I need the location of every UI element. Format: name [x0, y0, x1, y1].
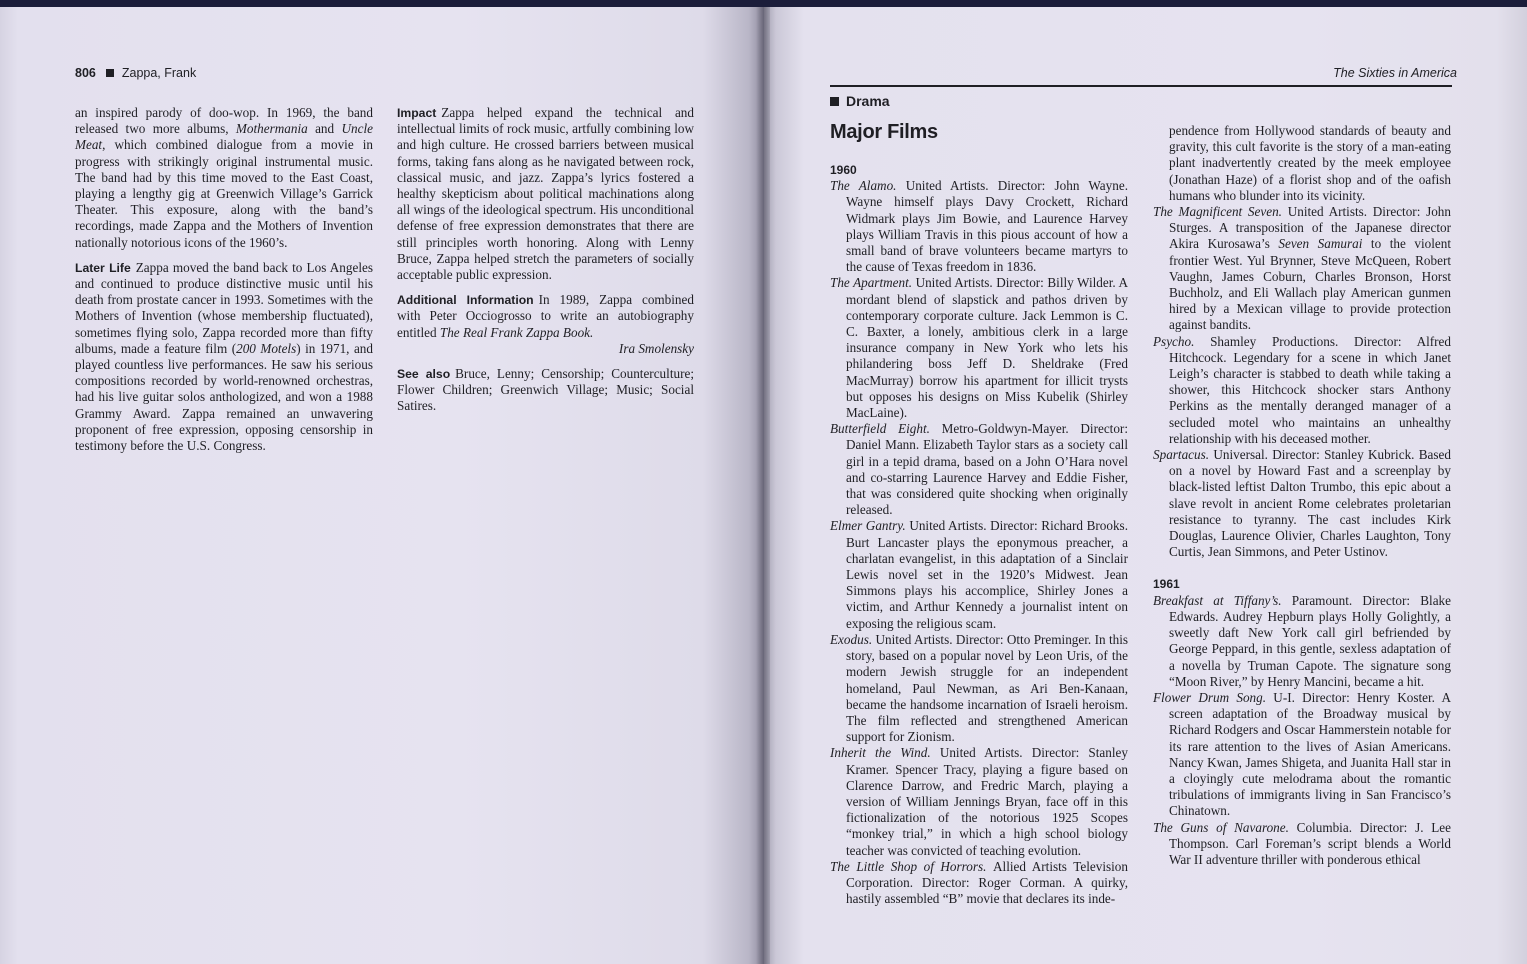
film-title: Flower Drum Song. — [1153, 689, 1274, 705]
film-description: United Artists. Director: Richard Brooks. Burt Lancaster plays the eponymous preacher, a charlatan evangelist, in this adaptation of a Sinclair Lewis novel set in the 1920’s Midwest. Jean Simmons plays his accomplice, Shirley Jones a victim, and Arthur Kennedy a journalist intent on exposing the religious scam. — [846, 518, 1128, 631]
section-label — [830, 93, 890, 109]
section-label-text: Drama — [846, 93, 890, 109]
film-entry-continued: pendence from Hollywood standards of beauty and gravity, this cult favorite is the story of a man-eating plant inadvertently created by the meek employee (Jonathan Haze) of a florist shop and of the oafish humans who blunder into its vicinity. — [1169, 123, 1451, 203]
section-head-impact: Impact — [397, 106, 437, 120]
film-entry — [830, 421, 1128, 518]
text-run: an inspired parody of doo-wop. In 1969, the band released two more albums, — [75, 105, 373, 137]
film-entry — [830, 632, 1128, 745]
film-description: United Artists. Director: Otto Preminger. In this story, based on a popular novel by Leon Uris, of the modern Jewish struggle for an independent homeland, Paul Newman, as Ari Ben-Kanaan, became the handsome incarnation of Israeli heroism. The film reflected and strengthened American support for Zionism. — [846, 631, 1128, 745]
section-head-see-also: See also — [397, 367, 451, 382]
right-column-2 — [1153, 123, 1451, 868]
impact-text — [397, 105, 694, 282]
section-title: Major Films — [830, 121, 938, 143]
film-description: United Artists. Director: John Wayne. Wayne himself plays Davy Crockett, Richard Widmark plays Jim Bowie, and Laurence Harvey plays William Travis in this pious account of how a small band of brave volunteers became martyrs to the cause of Texas freedom in 1836. — [846, 178, 1128, 275]
section-additional-information — [397, 292, 694, 341]
film-entry — [1153, 204, 1451, 334]
text-run: to the violent frontier West. Yul Brynner, Steve McQueen, Robert Vaughn, James Coburn, Charles Bronson, Horst Buchholz, and Eli Wallach play American gunmen hired by a Mexican village to provide protection against bandits. — [1169, 236, 1451, 333]
author-signature: Ira Smolensky — [618, 340, 694, 356]
italic-title: 200 Motels — [236, 340, 297, 356]
later-life-text — [75, 260, 373, 453]
film-entry — [1153, 820, 1451, 869]
film-description: Allied Artists Television Corporation. Director: Roger Corman. A quirky, hastily assembled “B” movie that declares its inde- — [846, 858, 1128, 907]
year-heading: 1960 — [830, 163, 857, 177]
film-entry — [1153, 334, 1451, 447]
film-description: United Artists. Director: Stanley Kramer. Spencer Tracy, playing a figure based on Clarence Darrow, and Fredric March, playing a version of William Jennings Bryan, face off in this fictionalization of the notorious 1925 Scopes “monkey trial,” in which a high school biology teacher was convicted of teaching evolution. — [846, 745, 1128, 858]
film-description: Shamley Productions. Director: Alfred Hitchcock. Legendary for a scene in which Janet Leigh’s character is stabbed to death while taking a shower, this Hitchcock shocker stars Anthony Perkins as the mentally deranged manager of a secluded motel who maintains an unhealthy relationship with his deceased mother. — [1169, 333, 1451, 446]
paragraph-intro — [75, 105, 373, 251]
text-run: , which combined dialogue from a movie in progress with strikingly original instrumental music. The band had by this time moved to the East Coast, playing a lengthy gig at Greenwich Village’s Garrick Theater. This exposure, along with the band’s recordings, made Zappa and the Mothers of Invention nationally notorious icons of the 1960’s. — [75, 137, 373, 250]
film-entry — [1153, 690, 1451, 820]
film-entry — [830, 518, 1128, 631]
square-bullet-icon — [830, 97, 839, 106]
film-description: U-I. Director: Henry Koster. A screen adaptation of the Broadway musical by Richard Rodgers and Oscar Hammerstein notable for its rare attention to the lives of Asian Americans. Nancy Kwan, James Shigeta, and Juanita Hall star in a cloyingly cute melodrama about the romantic tribulations of immigrants living in San Francisco’s Chinatown. — [1169, 689, 1451, 819]
film-title: The Magnificent Seven. — [1153, 204, 1288, 220]
right-page-content — [764, 0, 1527, 964]
film-entry — [830, 275, 1128, 421]
text-run: In 1989, Zappa combined with Peter Occiogrosso to write an autobiography entitled — [397, 292, 694, 340]
section-head-later-life: Later Life — [75, 260, 131, 275]
film-entry — [830, 178, 1128, 275]
square-bullet-icon — [106, 69, 114, 77]
film-title: The Guns of Navarone. — [1153, 819, 1297, 835]
text-run: and — [307, 121, 342, 137]
film-title: Breakfast at Tiffany’s. — [1153, 592, 1292, 608]
section-later-life — [75, 260, 373, 454]
running-head-name: Zappa, Frank — [121, 66, 197, 80]
film-title: Spartacus. — [1153, 447, 1214, 463]
italic-title: Seven Samurai — [1278, 236, 1363, 252]
film-title: Psycho. — [1153, 333, 1211, 349]
film-title: Inherit the Wind. — [830, 745, 940, 761]
film-entry — [830, 745, 1128, 858]
film-title: Elmer Gantry. — [830, 518, 910, 534]
film-title: The Little Shop of Horrors. — [830, 858, 993, 874]
left-column-1 — [75, 105, 373, 454]
film-description: Paramount. Director: Blake Edwards. Audrey Hepburn plays Holly Golightly, a sweetly daft New York call girl befriended by George Peppard, in this gentle, sexless adaptation of a novella by Truman Capote. The signature song “Moon River,” by Henry Mancini, became a hit. — [1169, 592, 1451, 689]
film-description: Metro-Goldwyn-Mayer. Director: Daniel Mann. Elizabeth Taylor stars as a society call girl in a tepid drama, based on a John O’Hara novel and co-starring Laurence Harvey and Eddie Fisher, that was considered quite shocking when originally released. — [846, 421, 1128, 518]
film-title: The Alamo. — [830, 178, 906, 194]
page-number: 806 — [75, 66, 96, 80]
left-column-2 — [397, 105, 694, 415]
text-run: Zappa moved the band back to Los Angeles and continued to produce distinctive music until his death from prostate cancer in 1993. Sometimes with the Mothers of Invention (whose membership fluctuated), sometimes flying solo, Zappa recorded more than fifty albums, made a feature film ( — [75, 259, 373, 356]
film-description: United Artists. Director: Billy Wilder. A mordant blend of slapstick and pathos driven by contemporary corporate culture. Jack Lemmon is C. C. Baxter, a lonely, ambitious clerk in a large insurance company in New York who lets his philandering boss Jeff D. Sheldrake (Fred MacMurray) borrow his apartment for illicit trysts but opposes his designs on Miss Kubelik (Shirley MacLaine). — [846, 275, 1128, 421]
text-run: Bruce, Lenny; Censorship; Counterculture; Flower Children; Greenwich Village; Music; Social Satires. — [397, 366, 694, 414]
film-description: Columbia. Director: J. Lee Thompson. Carl Foreman’s script blends a World War II adventure thriller with ponderous ethical — [1169, 819, 1451, 867]
film-title: The Apartment. — [830, 275, 916, 291]
section-impact — [397, 105, 694, 283]
right-column-1 — [830, 162, 1128, 907]
film-title: Butterfield Eight. — [830, 421, 942, 437]
section-see-also — [397, 366, 694, 415]
film-entry — [1153, 593, 1451, 690]
text-run: ) in 1971, and played countless live performances. He saw his serious compositions recorded by world-renowned orchestras, had his live guitar solos anthologized, and won a 1988 Grammy Award. Zappa remained an unwavering proponent of free expression, opposing censorship in testimony before the U.S. Congress. — [75, 340, 373, 454]
section-head-additional-information: Additional Information — [397, 293, 534, 308]
running-head-book-title: The Sixties in America — [1333, 66, 1457, 80]
italic-title: Uncle Meat — [75, 121, 373, 153]
film-description: Universal. Director: Stanley Kubrick. Based on a novel by Howard Fast and a screenplay by black-listed leftist Dalton Trumbo, this epic about a slave revolt in ancient Rome celebrates proletarian resistance to tyranny. The cast includes Kirk Douglas, Laurence Olivier, Charles Laughton, Tony Curtis, Jean Simmons, and Peter Ustinov. — [1169, 447, 1451, 560]
film-entry — [1153, 447, 1451, 560]
text-run: United Artists. Director: John Sturges. A transposition of the Japanese director Akira Kurosawa’s — [1169, 204, 1451, 252]
italic-title: The Real Frank Zappa Book. — [439, 324, 594, 340]
film-title: Exodus. — [830, 631, 876, 647]
text-run: Zappa helped expand the technical and intellectual limits of rock music, artfully combining low and high culture. He crossed barriers between musical forms, taking fans along as he navigated between rock, classical music, and jazz. Zappa’s lyrics fostered a healthy skepticism about political machinations along all wings of the ideological spectrum. His unconditional defense of free expression demonstrates that there are still principles worth honoring. Along with Lenny Bruce, Zappa helped stretch the parameters of socially acceptable public expression. — [397, 105, 694, 283]
italic-title: Mothermania — [235, 121, 308, 137]
year-heading: 1961 — [1153, 577, 1180, 592]
running-head-left — [75, 66, 196, 80]
film-entry — [830, 859, 1128, 908]
header-rule — [830, 85, 1452, 87]
